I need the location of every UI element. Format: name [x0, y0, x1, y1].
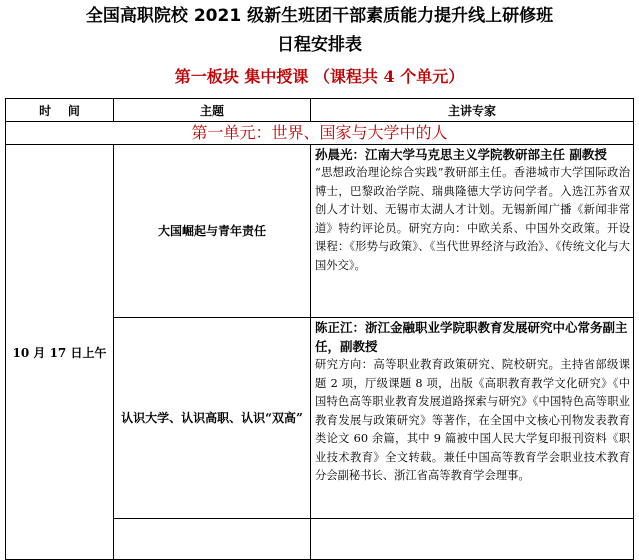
expert-name: 孙晨光：江南大学马克思主义学院教研部主任 副教授: [315, 147, 607, 162]
topic-cell: 大国崛起与青年责任: [114, 145, 311, 318]
table-row: [6, 145, 634, 318]
section-heading: 第一板块 集中授课 （课程共 4 个单元）: [174, 67, 465, 86]
unit-title: 第一单元：世界、国家与大学中的人: [6, 122, 634, 145]
expert-description: “思想政治理论综合实践”教研部主任。香港城市大学国际政治博士，巴黎政治学院、瑞典隆德大学访问学者。入选江苏省双创人才计划、无锡市太湖人才计划。无锡新闻广播《新闻非常道》特约评论员。研究方向：中欧关系、中国外交政策。开设课程：《形势与政策》、《当代世界经济与政治》、《传统文化与大国外交》。: [315, 166, 630, 272]
topic-cell: 认识大学、认识高职、认识“双高”: [114, 318, 311, 519]
expert-cell: [311, 519, 634, 560]
document-title: 全国高职院校 2021 级新生班团干部素质能力提升线上研修班: [85, 6, 554, 26]
expert-description: 研究方向：高等职业教育政策研究、院校研究。主持省部级课题 2 项，厅级课题 8 项，出版《高职教育教学文化研究》《中国特色高等职业教育发展道路探索与研究》《中国特色高等职业教育发展与政策研究》等著作，在全国中文核心刊物发表教育类论文 60 余篇，其中 9 篇被中国人民大学复印报刊资料《职业技术教育》全文转载。兼任中国高等教育学会职业技术教育分会副秘书长、浙江省高等教育学会理事。: [315, 358, 630, 482]
unit-row: [6, 122, 634, 145]
topic-cell: [114, 519, 311, 560]
schedule-table: [5, 98, 634, 560]
expert-cell: [311, 318, 634, 519]
column-header-expert: 主讲专家: [311, 99, 634, 122]
table-header-row: [6, 99, 634, 122]
time-cell: 10 月 17 日上午: [6, 145, 114, 560]
column-header-time: 时 间: [6, 99, 114, 122]
column-header-topic: 主题: [114, 99, 311, 122]
expert-cell: [311, 145, 634, 318]
document-subtitle: 日程安排表: [277, 35, 362, 55]
expert-name: 陈正江：浙江金融职业学院职教育发展研究中心常务副主任，副教授: [315, 320, 628, 354]
